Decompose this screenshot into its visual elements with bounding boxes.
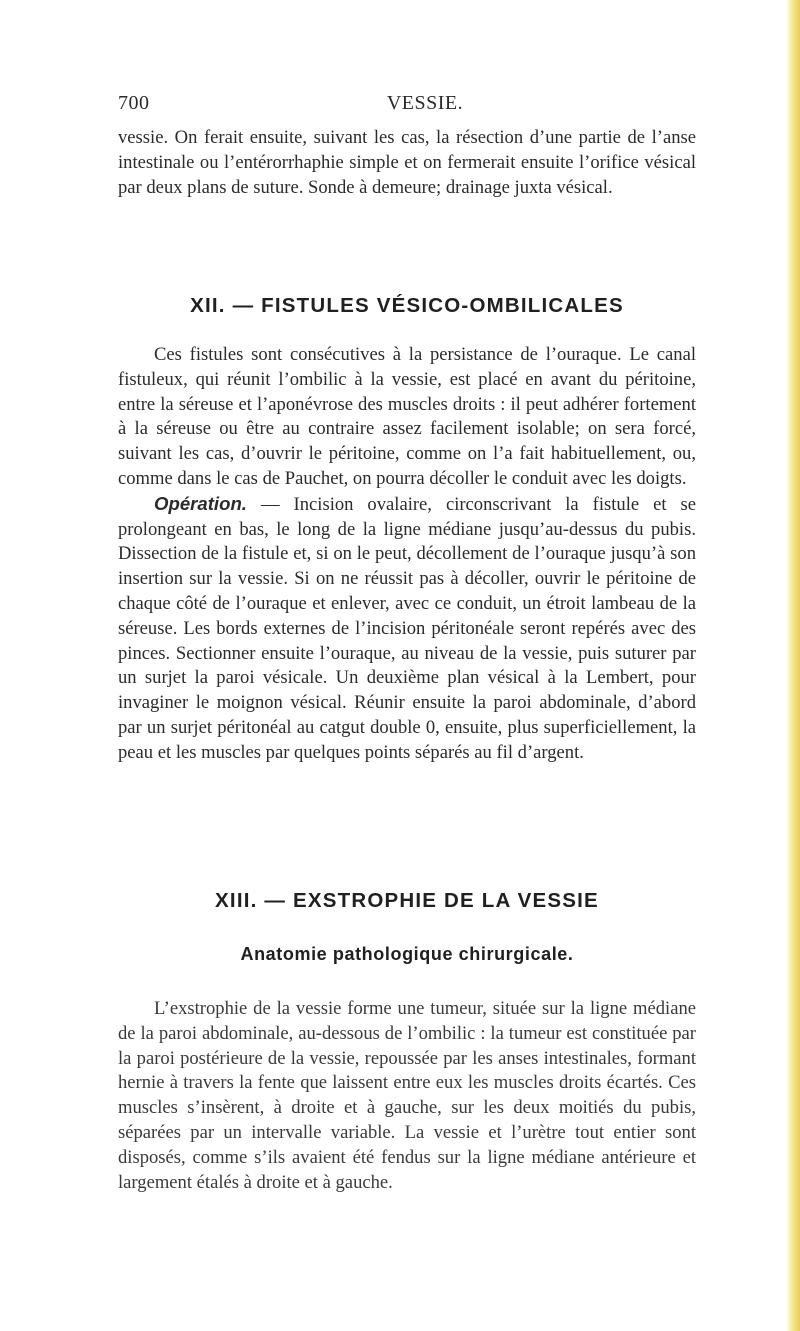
section-xii-paragraph-1: Ces fistules sont consécutives à la persistance de l’ouraque. Le canal fistuleux, qui réunit l’ombilic à la vessie, est placé en avant du péritoine, entre la séreuse et l’aponévrose des muscles droits : il peut adhérer fortement à la séreuse ou être au contraire assez facilement isolable; on sera forcé, suivant les cas, d’ouvrir le péritoine, comme on l’a fait habituellement, ou, comme dans le cas de Pauchet, on pourra décoller le conduit avec les doigts. xyxy=(118,344,696,489)
page-number: 700 xyxy=(118,92,150,114)
page-edge-shadow xyxy=(786,0,800,1331)
operation-text: — Incision ovalaire, circonscrivant la fistule et se prolongeant en bas, le long de la ligne médiane jusqu’au-dessus du pubis. Dissection de la fistule et, si on le peut, décollement de l’ouraque jusqu’à son insertion sur la vessie. Si on ne réussit pas à décoller, ouvrir le péritoine de chaque côté de l’ouraque et enlever, avec ce conduit, un étroit lambeau de la séreuse. Les bords externes de l’incision péritonéale seront repérés avec des pinces. Sectionner ensuite l’ouraque, au niveau de la vessie, puis suturer par un surjet la paroi vésicale. Un deuxième plan vésical à la Lembert, pour invaginer le moignon vésical. Réunir ensuite la paroi abdominale, d’abord par un surjet péritonéal au catgut double 0, ensuite, plus superficiellement, la peau et les muscles par quelques points séparés au fil d’argent. xyxy=(118,493,696,763)
section-heading-xii: XII. — FISTULES VÉSICO-OMBILICALES xyxy=(190,294,624,317)
page-header xyxy=(118,92,692,120)
section-xiii-body xyxy=(118,997,696,1195)
section-xii-body xyxy=(118,343,696,766)
running-title: VESSIE. xyxy=(386,92,464,114)
section-xii-paragraph-2 xyxy=(118,492,696,766)
section-heading-xiii: XIII. — EXSTROPHIE DE LA VESSIE xyxy=(215,889,599,912)
operation-label: Opération. xyxy=(154,492,247,514)
section-xiii-paragraph-1: L’exstrophie de la vessie forme une tumeur, située sur la ligne médiane de la paroi abdominale, au-dessous de l’ombilic : la tumeur est constituée par la paroi postérieure de la vessie, repoussée par les anses intestinales, formant hernie à travers la fente que laissent entre eux les muscles droits écartés. Ces muscles s’insèrent, à droite et à gauche, sur les deux moitiés du pubis, séparées par un intervalle variable. La vessie et l’urètre tout entier sont disposés, comme s’ils avaient été fendus sur la ligne médiane antérieure et largement étalés à droite et à gauche. xyxy=(118,998,696,1193)
continuation-paragraph: vessie. On ferait ensuite, suivant les cas, la résection d’une partie de l’anse intestinale ou l’entérorrhaphie simple et on fermerait ensuite l’orifice vésical par deux plans de suture. Sonde à demeure; drainage juxta vésical. xyxy=(118,127,696,198)
subsection-heading: Anatomie pathologique chirurgicale. xyxy=(240,944,574,964)
